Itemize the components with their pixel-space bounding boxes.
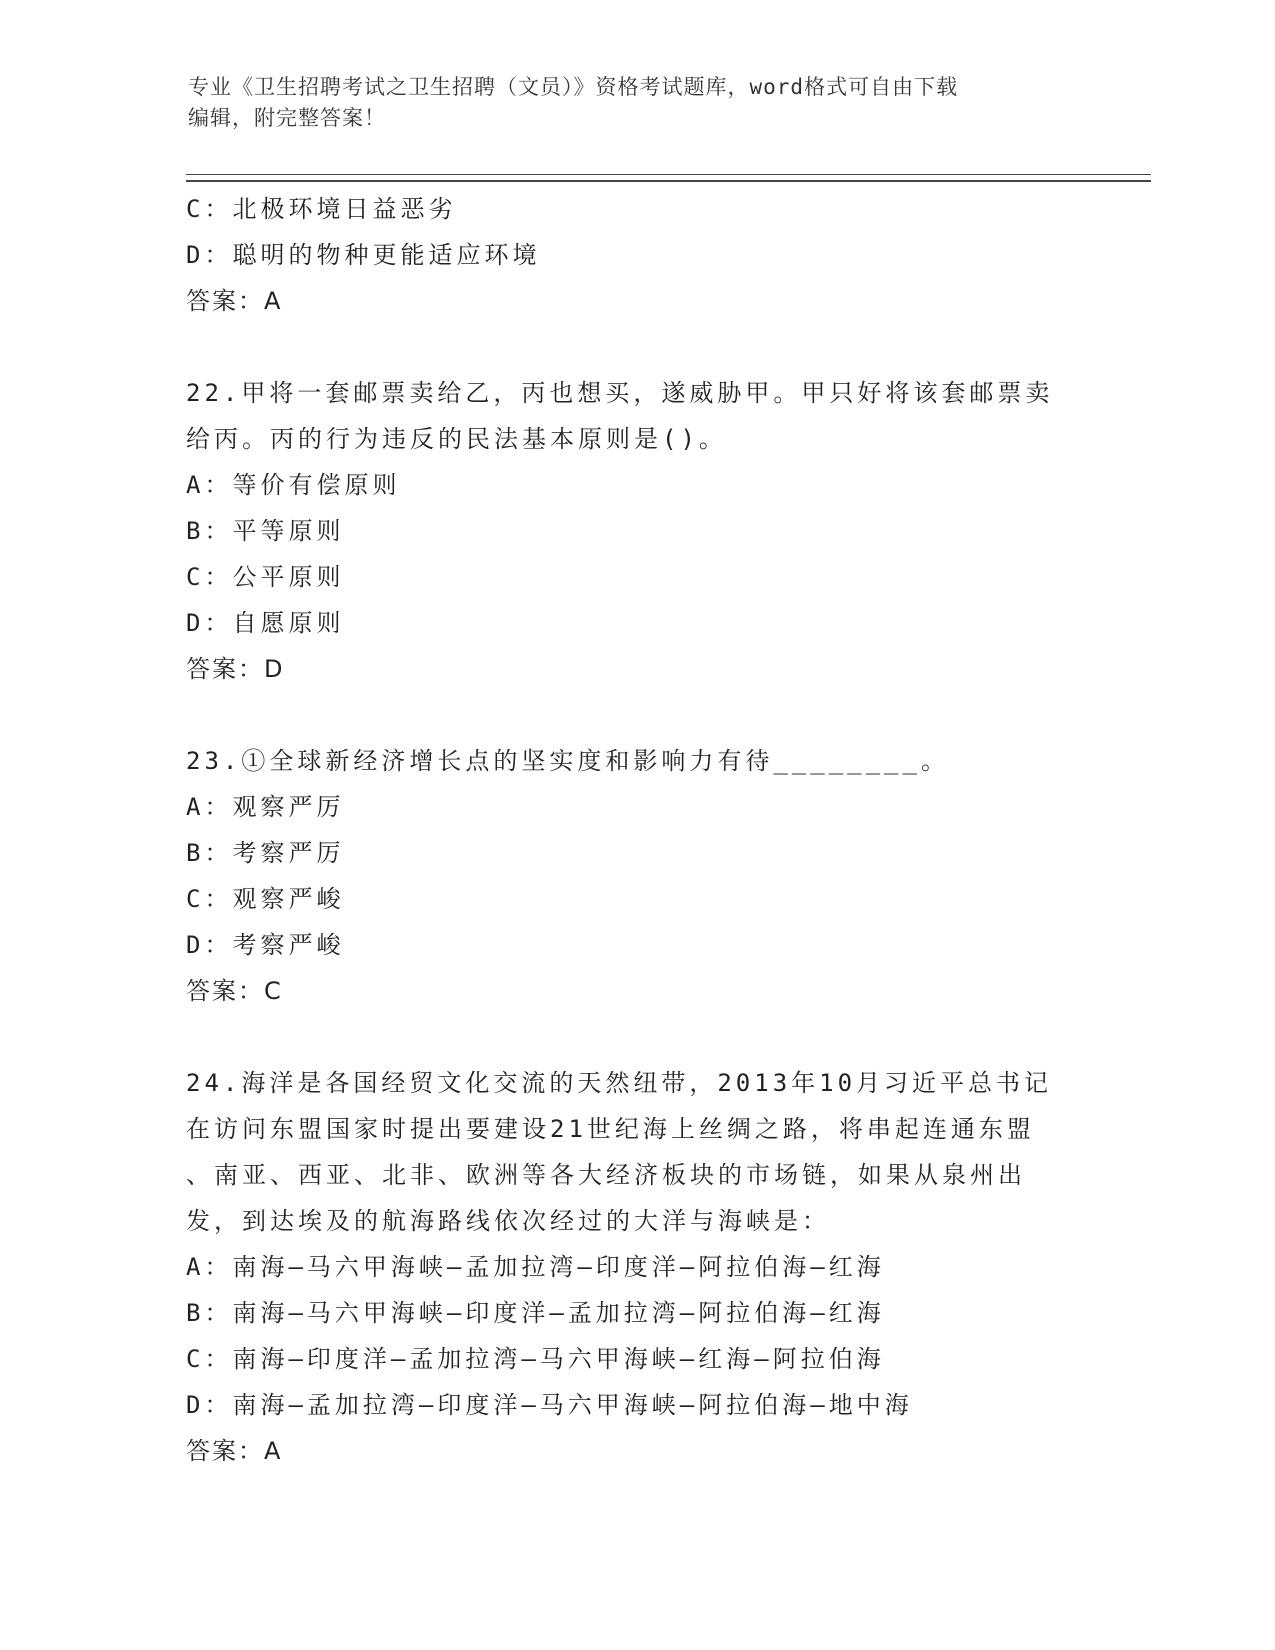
header-divider-thick [186, 180, 1151, 182]
answer-option: A：观察严厉 [186, 793, 345, 821]
answer-option: D：考察严峻 [186, 931, 345, 959]
question-block [186, 1060, 1086, 1474]
question-stem-line: 、南亚、西亚、北非、欧洲等各大经济板块的市场链，如果从泉州出 [186, 1161, 1026, 1189]
answer-option: B：南海—马六甲海峡—印度洋—孟加拉湾—阿拉伯海—红海 [186, 1299, 885, 1327]
answer-option: D：聪明的物种更能适应环境 [186, 241, 541, 269]
question-block [186, 370, 1086, 692]
document-header [188, 72, 1068, 134]
question-list [186, 186, 1086, 1474]
question-block [186, 186, 1086, 324]
answer-option: C：观察严峻 [186, 885, 345, 913]
answer-option: D：南海—孟加拉湾—印度洋—马六甲海峡—阿拉伯海—地中海 [186, 1391, 913, 1419]
question-stem-line: 给丙。丙的行为违反的民法基本原则是()。 [186, 425, 727, 453]
question-block [186, 738, 1086, 1014]
header-line-2: 编辑，附完整答案！ [188, 106, 386, 130]
question-stem-line: 22.甲将一套邮票卖给乙，丙也想买，遂威胁甲。甲只好将该套邮票卖 [186, 379, 1054, 407]
answer-option: A：南海—马六甲海峡—孟加拉湾—印度洋—阿拉伯海—红海 [186, 1253, 885, 1281]
header-line-1: 专业《卫生招聘考试之卫生招聘（文员）》资格考试题库，word格式可自由下载 [188, 75, 959, 99]
question-gap [186, 1014, 1086, 1060]
correct-answer: 答案：A [186, 287, 283, 315]
answer-option: A：等价有偿原则 [186, 471, 401, 499]
answer-option: D：自愿原则 [186, 609, 345, 637]
answer-option: B：考察严厉 [186, 839, 345, 867]
answer-option: C：公平原则 [186, 563, 345, 591]
question-stem-line: 发，到达埃及的航海路线依次经过的大洋与海峡是： [186, 1207, 830, 1235]
correct-answer: 答案：A [186, 1437, 283, 1465]
header-divider-thin [186, 174, 1151, 175]
correct-answer: 答案：D [186, 655, 285, 683]
answer-option: C：南海—印度洋—孟加拉湾—马六甲海峡—红海—阿拉伯海 [186, 1345, 885, 1373]
question-stem-line: 在访问东盟国家时提出要建设21世纪海上丝绸之路，将串起连通东盟 [186, 1115, 1035, 1143]
correct-answer: 答案：C [186, 977, 283, 1005]
question-gap [186, 324, 1086, 370]
question-stem-line: 23.①全球新经济增长点的坚实度和影响力有待________。 [186, 747, 949, 775]
answer-option: C：北极环境日益恶劣 [186, 195, 457, 223]
question-stem-line: 24.海洋是各国经贸文化交流的天然纽带，2013年10月习近平总书记 [186, 1069, 1053, 1097]
question-gap [186, 692, 1086, 738]
answer-option: B：平等原则 [186, 517, 345, 545]
